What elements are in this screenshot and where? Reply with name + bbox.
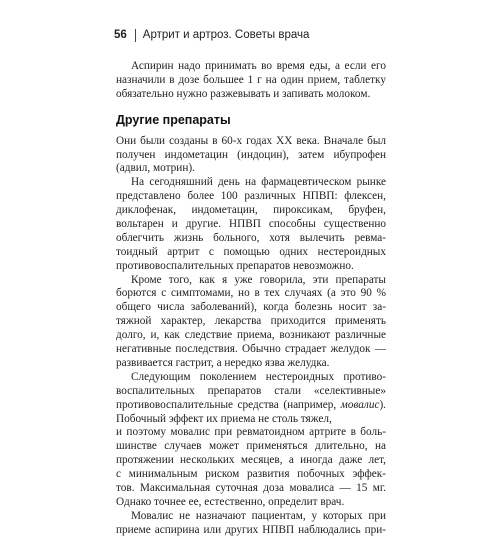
text-line: Следующим поколением нестероидных противо- <box>131 370 386 383</box>
section-heading: Другие препараты <box>116 112 231 127</box>
text-line: тов. Максимальная суточная доза мовалиса — 15 мг. <box>116 481 386 494</box>
text-line: вольтарен и другие. НПВП способны существенно <box>116 218 386 231</box>
text-line: назначили в дозе большее 1 г на один прием, таблетку <box>116 73 386 86</box>
page-number: 56 <box>114 29 127 41</box>
text-line: тоидный артрит с помощью одних нестероидных <box>116 245 386 258</box>
text-line: представлено более 100 различных НПВП: флексен, <box>116 190 386 203</box>
text-line: шинстве случаев может применяться длительно, на <box>116 440 386 453</box>
body-text <box>116 60 386 538</box>
running-head <box>114 27 309 43</box>
text-line: На сегодняшний день на фармацевтическом рынке <box>131 176 386 189</box>
text-line: Аспирин надо принимать во время еды, а если его <box>131 60 386 72</box>
book-title: Артрит и артроз. Советы врача <box>142 29 310 41</box>
text-line: Мовалис не назначают пациентам, у которых при <box>131 509 386 522</box>
text-line: Они были созданы в 60-х годах XX века. Вначале был <box>116 134 386 147</box>
paragraph <box>116 176 386 273</box>
text-line: Кроме того, как я уже говорила, эти препараты <box>131 273 386 286</box>
intro-paragraph <box>116 60 386 102</box>
paragraph <box>116 510 386 538</box>
text-line: приеме аспирина или других НПВП наблюдались при- <box>116 523 386 536</box>
text-line: развивается гастрит, а нередко язва желудка. <box>116 356 330 369</box>
text-line: борются с симптомами, но в тех случаях (а это 90 % <box>116 287 386 300</box>
text-line: Однако точнее ее, естественно, определит врач. <box>116 495 345 508</box>
text-line: воспалительных препаратов стали «селективные» <box>116 384 386 397</box>
text-line: противовоспалительных препаратов невозможно. <box>116 259 354 272</box>
text-line: с минимальным риском развития побочных эффек- <box>116 468 386 481</box>
header-divider <box>135 29 136 42</box>
paragraph <box>116 371 386 510</box>
text-line: (адвил, мотрин). <box>116 162 195 175</box>
text-line: долго, и, как следствие приема, возникают различные <box>116 329 386 342</box>
text-line: облегчить жизнь больного, хотя вылечить ревма- <box>116 231 386 244</box>
text-line: негативные последствия. Обычно страдает желудок — <box>116 343 386 356</box>
text-line: противовоспалительные средства (например, мовалис). Побочный эффект их приема не столь тяжел, <box>116 398 386 425</box>
text-line: общего числа заболеваний), когда болезнь носит за- <box>116 301 386 314</box>
text-line: диклофенак, индометацин, пироксикам, бруфен, <box>116 204 386 217</box>
text-line: обязательно нужно разжевывать и запивать молоком. <box>116 87 371 100</box>
paragraph <box>116 135 386 177</box>
text-line: тяжной характер, лекарства приходится применять <box>116 315 386 328</box>
paragraph <box>116 274 386 371</box>
text-line: и поэтому мовалис при ревматоидном артрите в боль- <box>116 426 386 439</box>
text-line: получен индометацин (индоцин), затем ибупрофен <box>116 148 386 161</box>
text-line: протяжении нескольких месяцев, а иногда даже лет, <box>116 454 386 467</box>
